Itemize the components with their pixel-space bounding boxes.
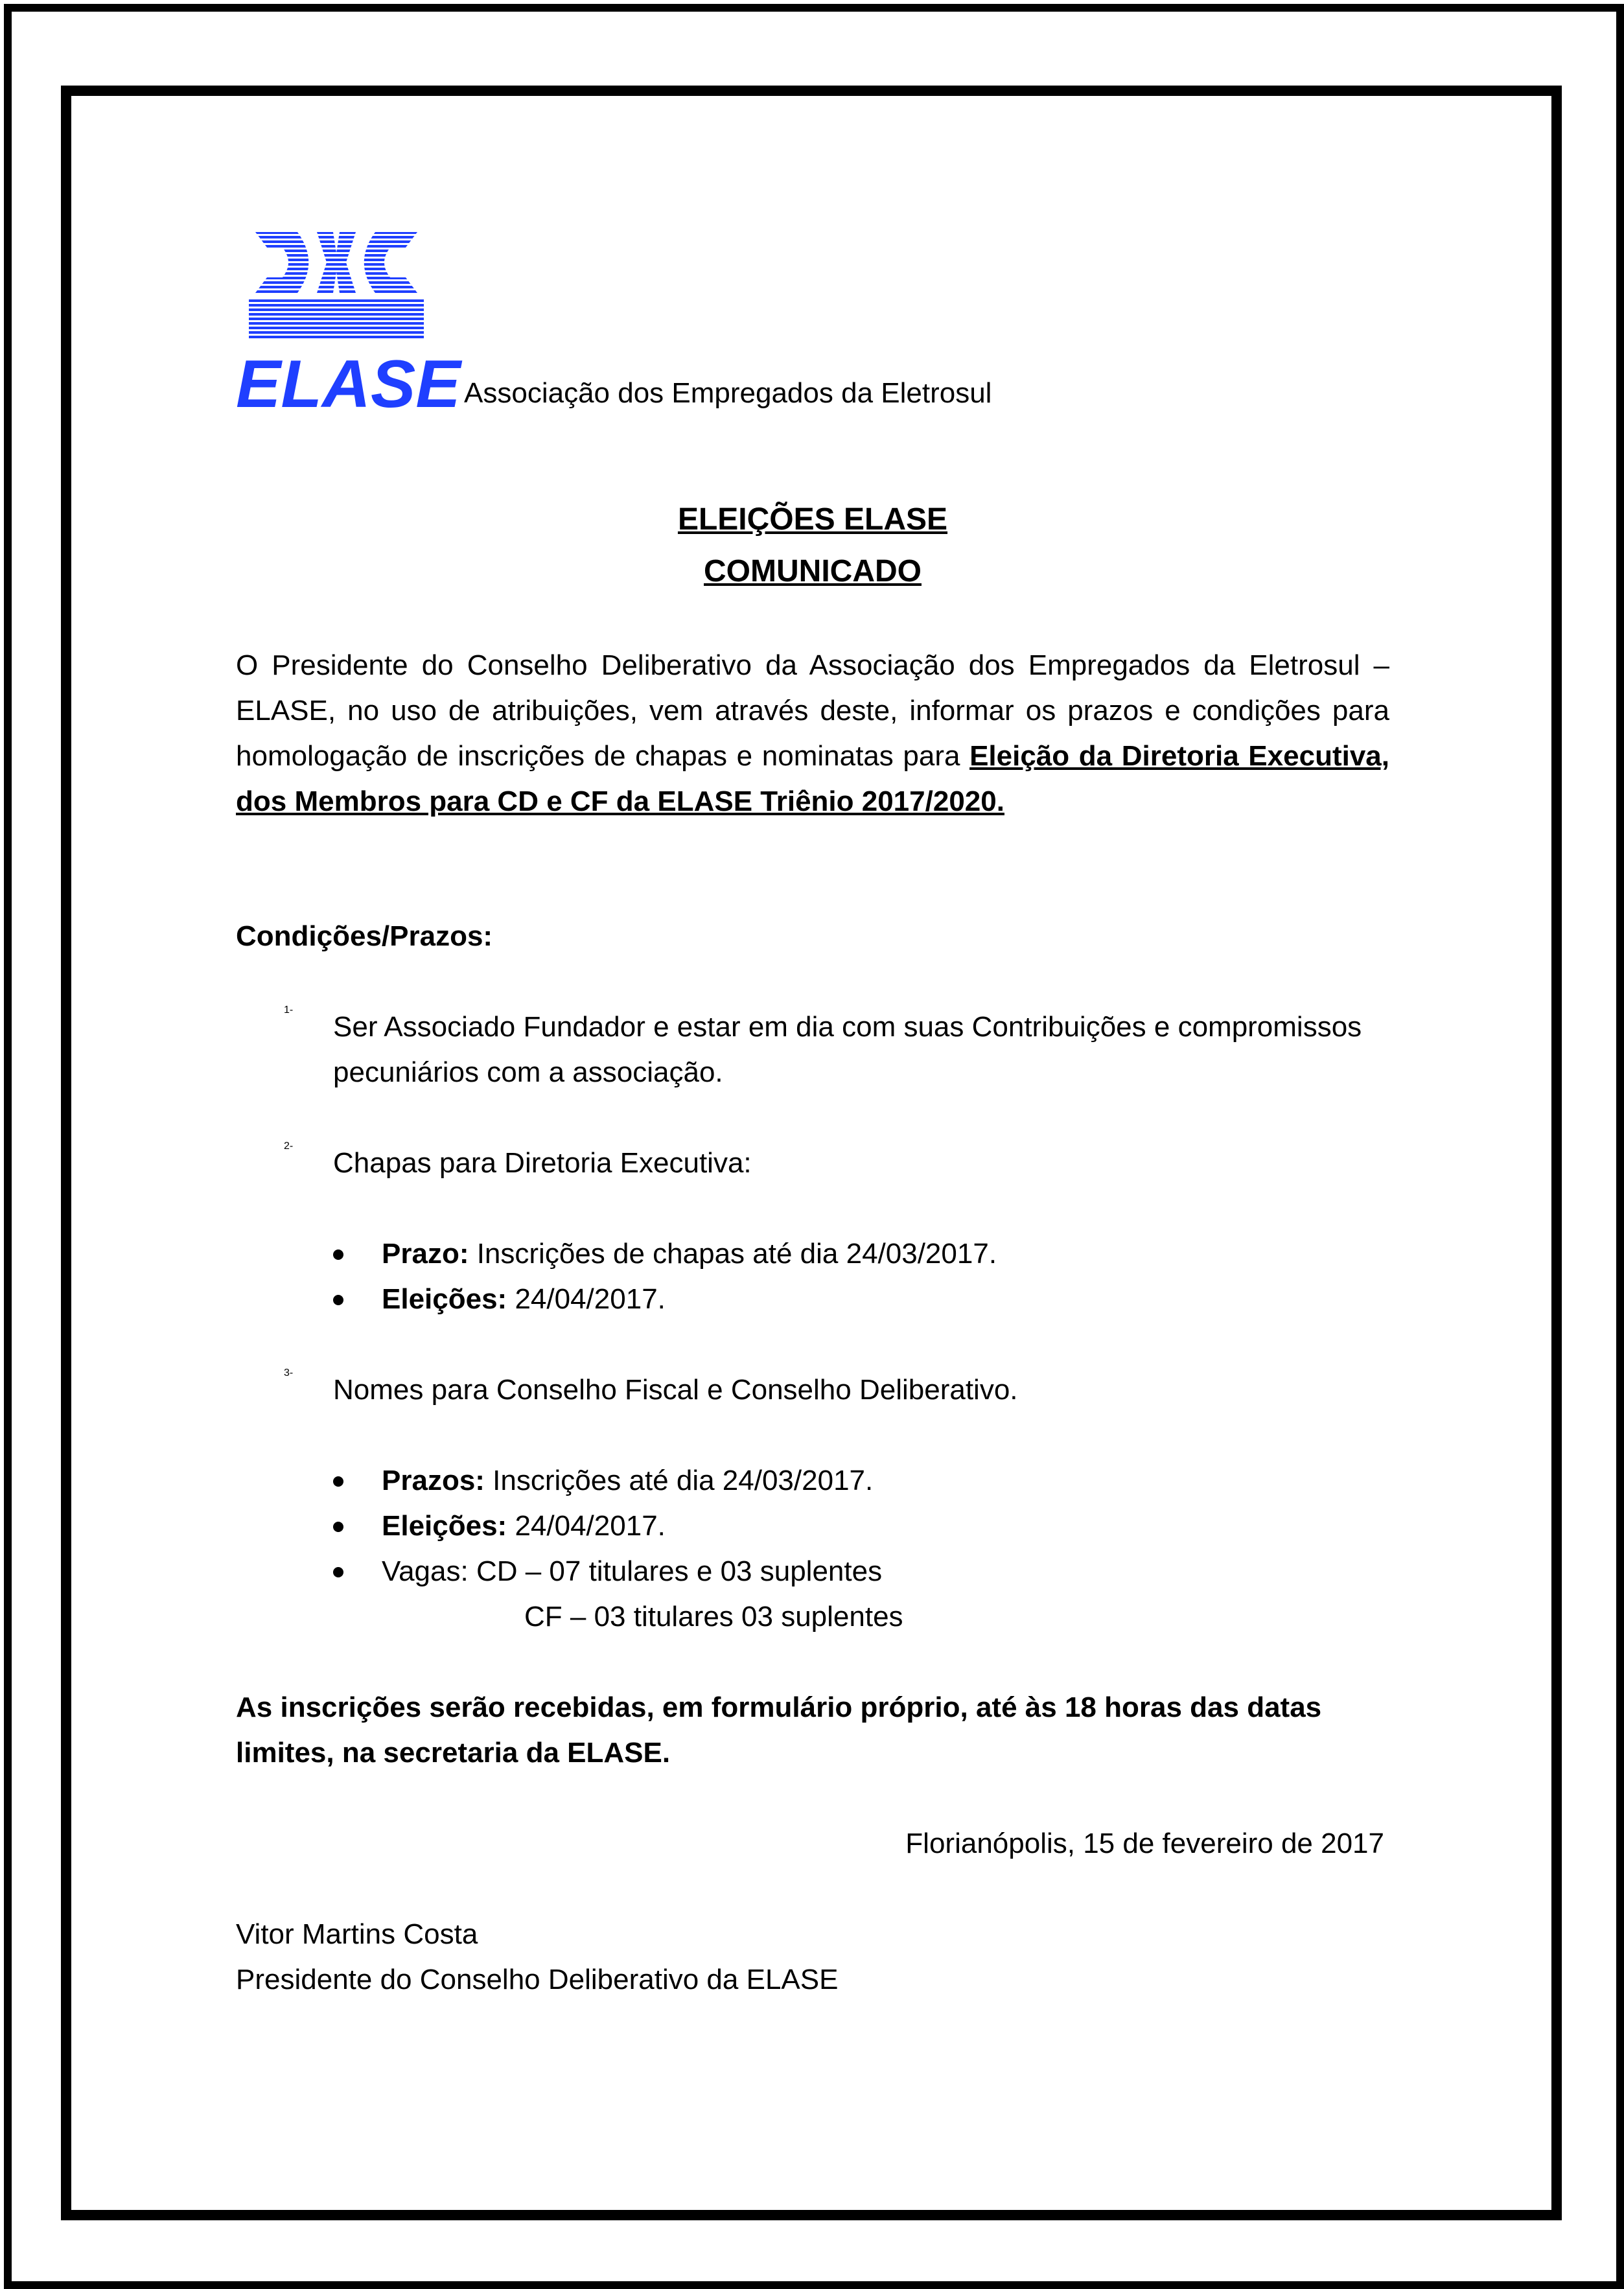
bullet-vagas bbox=[236, 1549, 1389, 1594]
closing-notice: As inscrições serão recebidas, em formulário próprio, até às 18 horas das datas limites, na secretaria da ELASE. bbox=[236, 1691, 1322, 1769]
signer-name: Vitor Martins Costa bbox=[236, 1918, 478, 1950]
condition-item-1 bbox=[236, 1005, 1389, 1095]
title-block bbox=[236, 494, 1389, 598]
item-number: 2- bbox=[284, 1141, 294, 1152]
vagas-line-1: Vagas: CD – 07 titulares e 03 suplentes bbox=[382, 1555, 883, 1587]
signer-role: Presidente do Conselho Deliberativo da ELASE bbox=[236, 1964, 839, 1995]
bullet-key: Eleições: bbox=[382, 1283, 507, 1315]
elase-logo bbox=[236, 227, 461, 422]
date-line: Florianópolis, 15 de fevereiro de 2017 bbox=[905, 1828, 1384, 1859]
bullet-value: Inscrições até dia 24/03/2017. bbox=[484, 1465, 874, 1496]
bullet-key: Prazo: bbox=[382, 1238, 469, 1270]
item-3-bullets bbox=[236, 1458, 1389, 1594]
bullet-value: 24/04/2017. bbox=[507, 1283, 666, 1315]
bullet-prazos bbox=[236, 1458, 1389, 1504]
item-2-bullets bbox=[236, 1231, 1389, 1322]
logo-wordmark: ELASE bbox=[236, 347, 461, 422]
title-line-2: COMUNICADO bbox=[704, 554, 922, 588]
item-text: Ser Associado Fundador e estar em dia com suas Contribuições e compromissos pecuniários com a associação. bbox=[333, 1011, 1362, 1088]
letterhead bbox=[236, 227, 1389, 422]
intro-text: O Presidente do Conselho Deliberativo da Associação dos Empregados da Eletrosul – ELASE, no uso de atribuições, vem através deste, informar os prazos e condições para homologação de inscrições de chapas e nominatas para bbox=[236, 649, 1389, 772]
intro-emphasis: Eleição da Diretoria Executiva, dos Membros para CD e CF da ELASE Triênio 2017/2020. bbox=[236, 740, 1389, 817]
bullet-value: 24/04/2017. bbox=[507, 1510, 666, 1542]
condition-item-2 bbox=[236, 1141, 1389, 1186]
condition-item-3 bbox=[236, 1367, 1389, 1413]
bullet-value: Inscrições de chapas até dia 24/03/2017. bbox=[469, 1238, 997, 1270]
document-body bbox=[236, 227, 1389, 2003]
bullet-eleicoes bbox=[236, 1504, 1389, 1549]
bullet-eleicoes bbox=[236, 1277, 1389, 1322]
bullet-prazo bbox=[236, 1231, 1389, 1277]
item-number: 1- bbox=[284, 1005, 294, 1016]
intro-paragraph bbox=[236, 643, 1389, 824]
vagas-line-2: CF – 03 titulares 03 suplentes bbox=[524, 1601, 903, 1633]
item-number: 3- bbox=[284, 1367, 294, 1378]
bullet-key: Prazos: bbox=[382, 1465, 485, 1496]
item-text: Nomes para Conselho Fiscal e Conselho Deliberativo. bbox=[333, 1374, 1018, 1406]
bullet-key: Eleições: bbox=[382, 1510, 507, 1542]
item-text: Chapas para Diretoria Executiva: bbox=[333, 1147, 752, 1179]
association-name: Associação dos Empregados da Eletrosul bbox=[464, 377, 992, 409]
signature-block bbox=[236, 1912, 1389, 2003]
title-line-1: ELEIÇÕES ELASE bbox=[677, 502, 948, 537]
conditions-heading: Condições/Prazos: bbox=[236, 920, 493, 952]
